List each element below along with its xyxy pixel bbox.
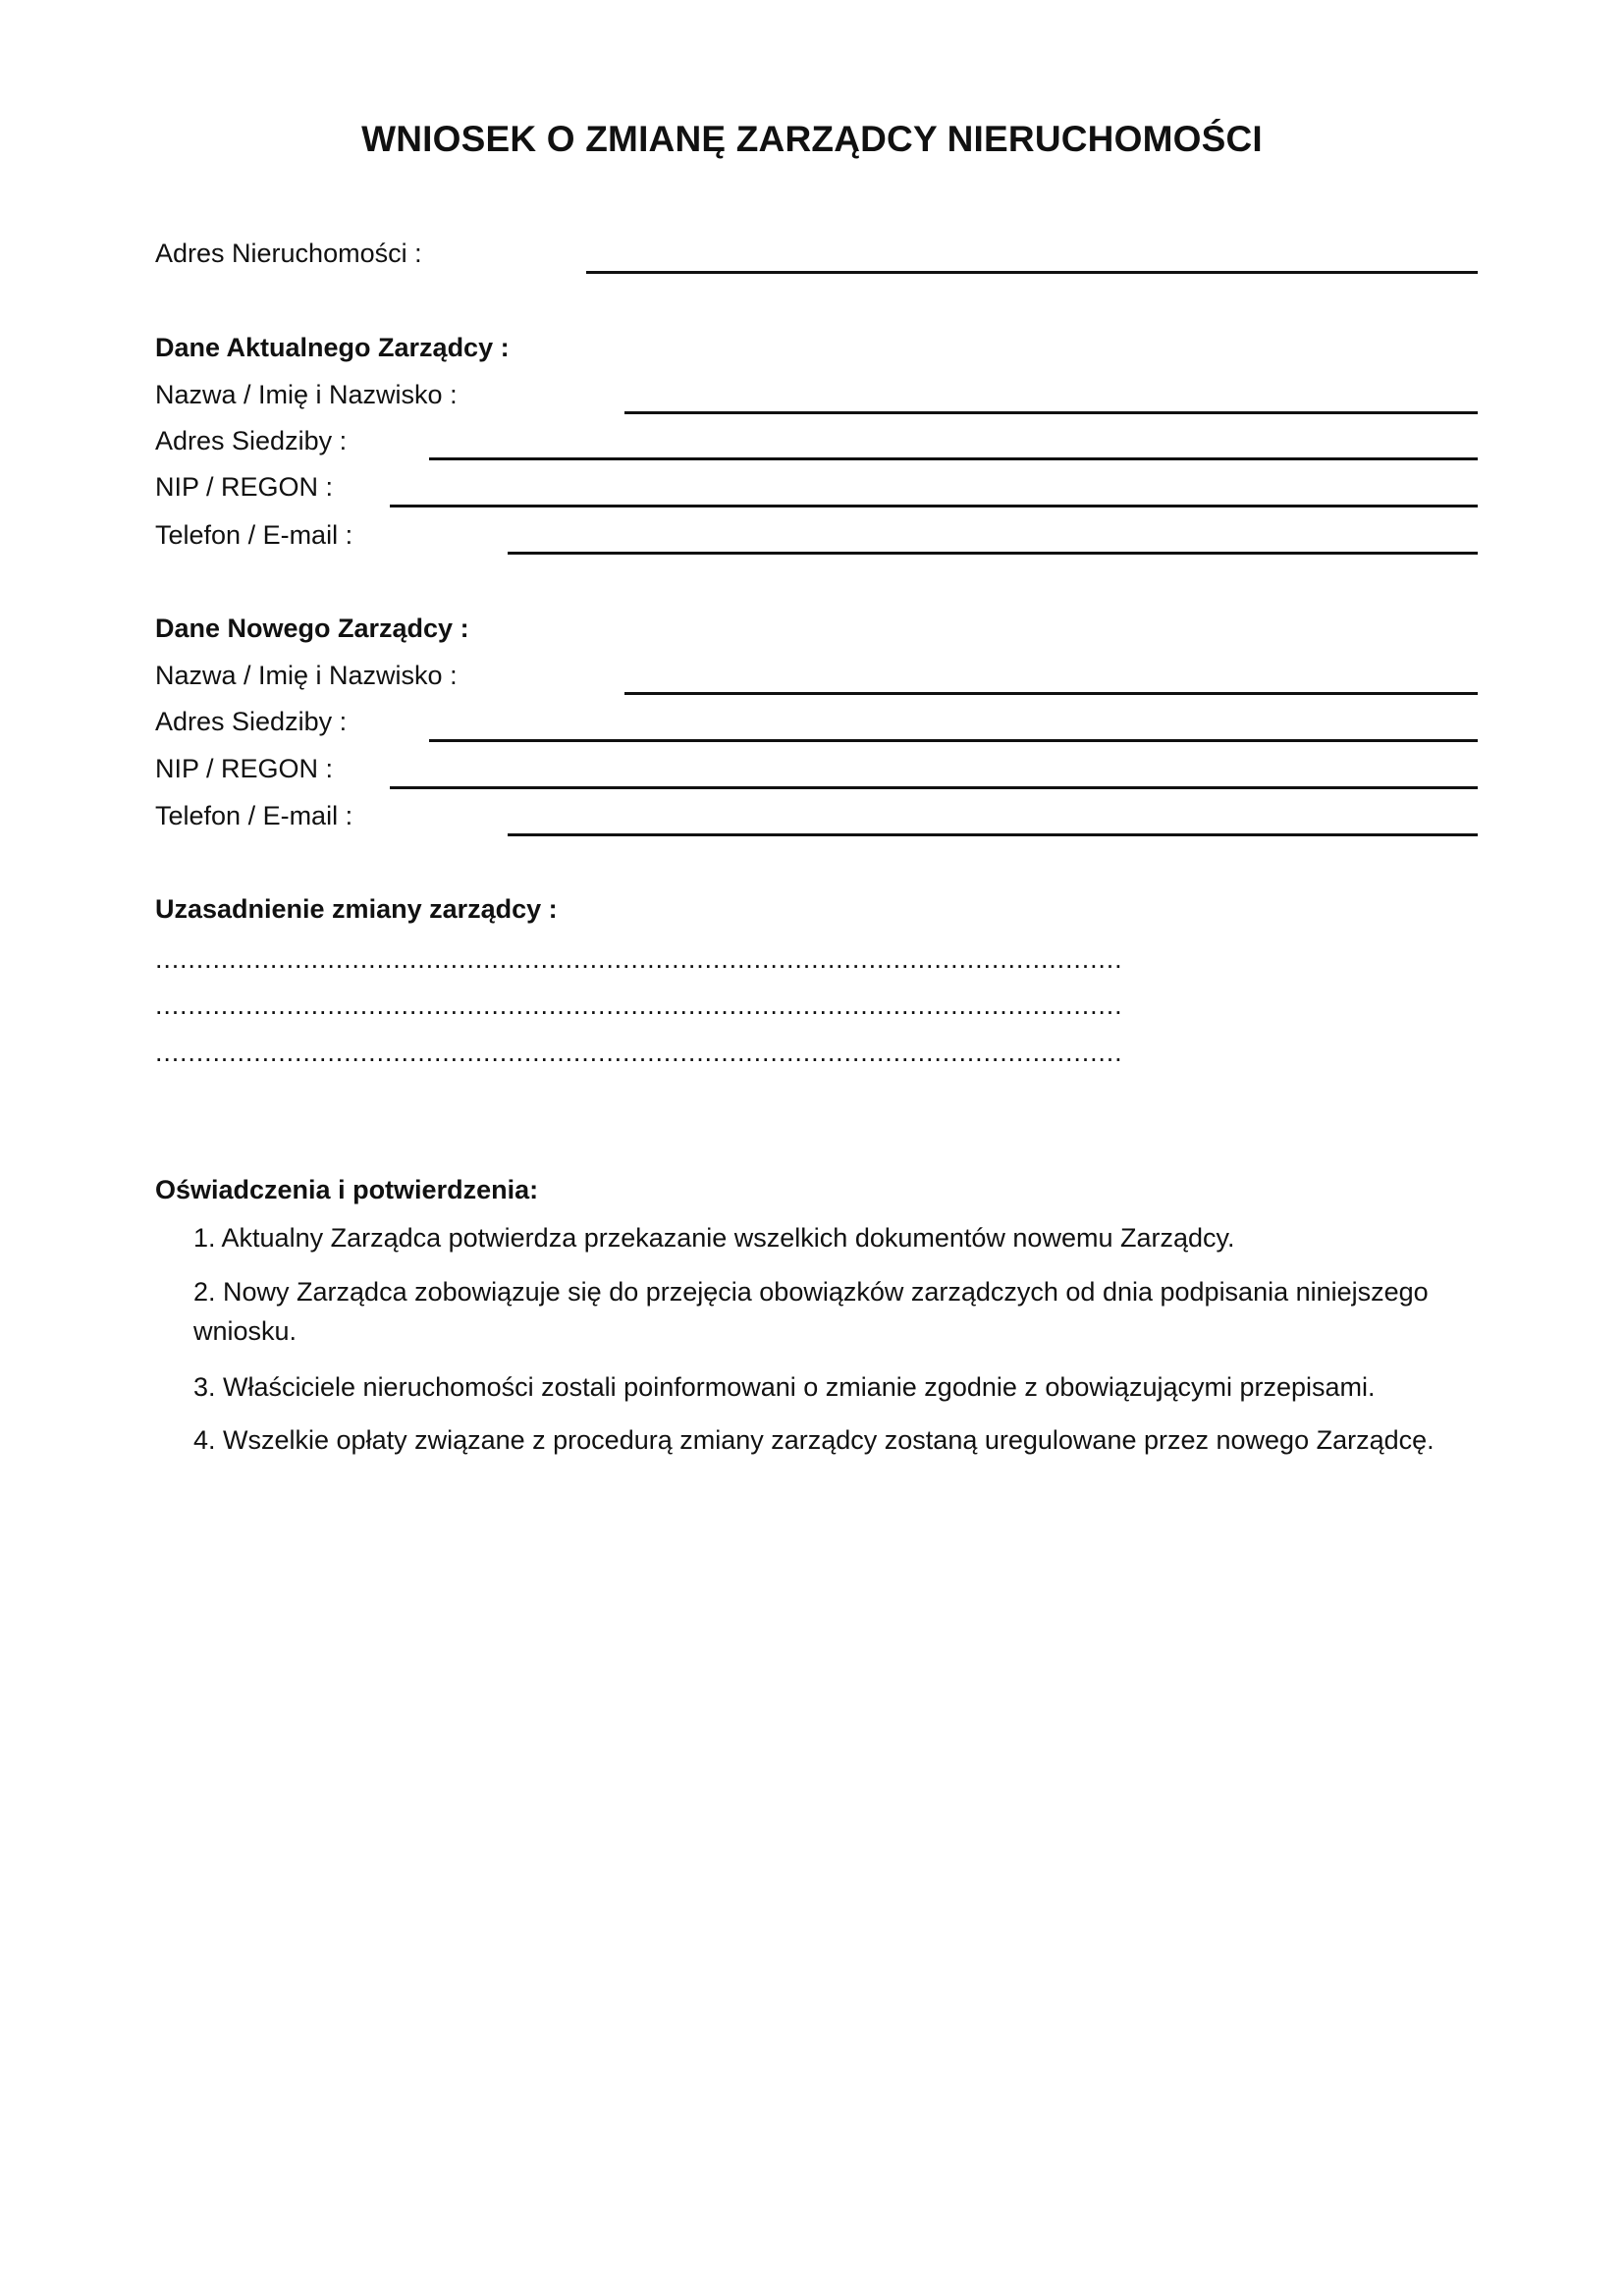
new-manager-contact-field[interactable] bbox=[508, 833, 1478, 836]
current-manager-nip-label: NIP / REGON : bbox=[155, 472, 334, 502]
property-address-field[interactable] bbox=[586, 271, 1478, 274]
new-manager-address-field[interactable] bbox=[429, 739, 1478, 742]
new-manager-address-label: Adres Siedziby : bbox=[155, 707, 348, 736]
current-manager-heading: Dane Aktualnego Zarządcy : bbox=[155, 333, 510, 362]
justification-line[interactable]: ...................................................................................................................... bbox=[155, 1038, 1123, 1067]
current-manager-address-field[interactable] bbox=[429, 457, 1478, 460]
current-manager-name-field[interactable] bbox=[624, 411, 1478, 414]
new-manager-contact-label: Telefon / E-mail : bbox=[155, 801, 353, 830]
justification-heading: Uzasadnienie zmiany zarządcy : bbox=[155, 894, 558, 924]
statement-item: 3. Właściciele nieruchomości zostali poinformowani o zmianie zgodnie z obowiązującymi przepisami. bbox=[193, 1372, 1376, 1402]
document-title: WNIOSEK O ZMIANĘ ZARZĄDCY NIERUCHOMOŚCI bbox=[361, 119, 1263, 159]
statement-item: 4. Wszelkie opłaty związane z procedurą zmiany zarządcy zostaną uregulowane przez nowego Zarządcę. bbox=[193, 1425, 1435, 1455]
current-manager-nip-field[interactable] bbox=[390, 505, 1478, 507]
current-manager-contact-label: Telefon / E-mail : bbox=[155, 520, 353, 550]
justification-line[interactable]: ...................................................................................................................... bbox=[155, 990, 1123, 1020]
current-manager-contact-field[interactable] bbox=[508, 552, 1478, 555]
new-manager-name-field[interactable] bbox=[624, 692, 1478, 695]
justification-line[interactable]: ...................................................................................................................... bbox=[155, 944, 1123, 974]
current-manager-name-label: Nazwa / Imię i Nazwisko : bbox=[155, 380, 458, 409]
current-manager-address-label: Adres Siedziby : bbox=[155, 426, 348, 455]
new-manager-name-label: Nazwa / Imię i Nazwisko : bbox=[155, 661, 458, 690]
new-manager-nip-field[interactable] bbox=[390, 786, 1478, 789]
property-address-label: Adres Nieruchomości : bbox=[155, 239, 422, 268]
statement-item: 1. Aktualny Zarządca potwierdza przekazanie wszelkich dokumentów nowemu Zarządcy. bbox=[193, 1223, 1235, 1253]
new-manager-heading: Dane Nowego Zarządcy : bbox=[155, 614, 469, 643]
statement-item: 2. Nowy Zarządca zobowiązuje się do przejęcia obowiązków zarządczych od dnia podpisania niniejszego wniosku. bbox=[193, 1277, 1429, 1346]
statements-heading: Oświadczenia i potwierdzenia: bbox=[155, 1175, 539, 1204]
new-manager-nip-label: NIP / REGON : bbox=[155, 754, 334, 783]
